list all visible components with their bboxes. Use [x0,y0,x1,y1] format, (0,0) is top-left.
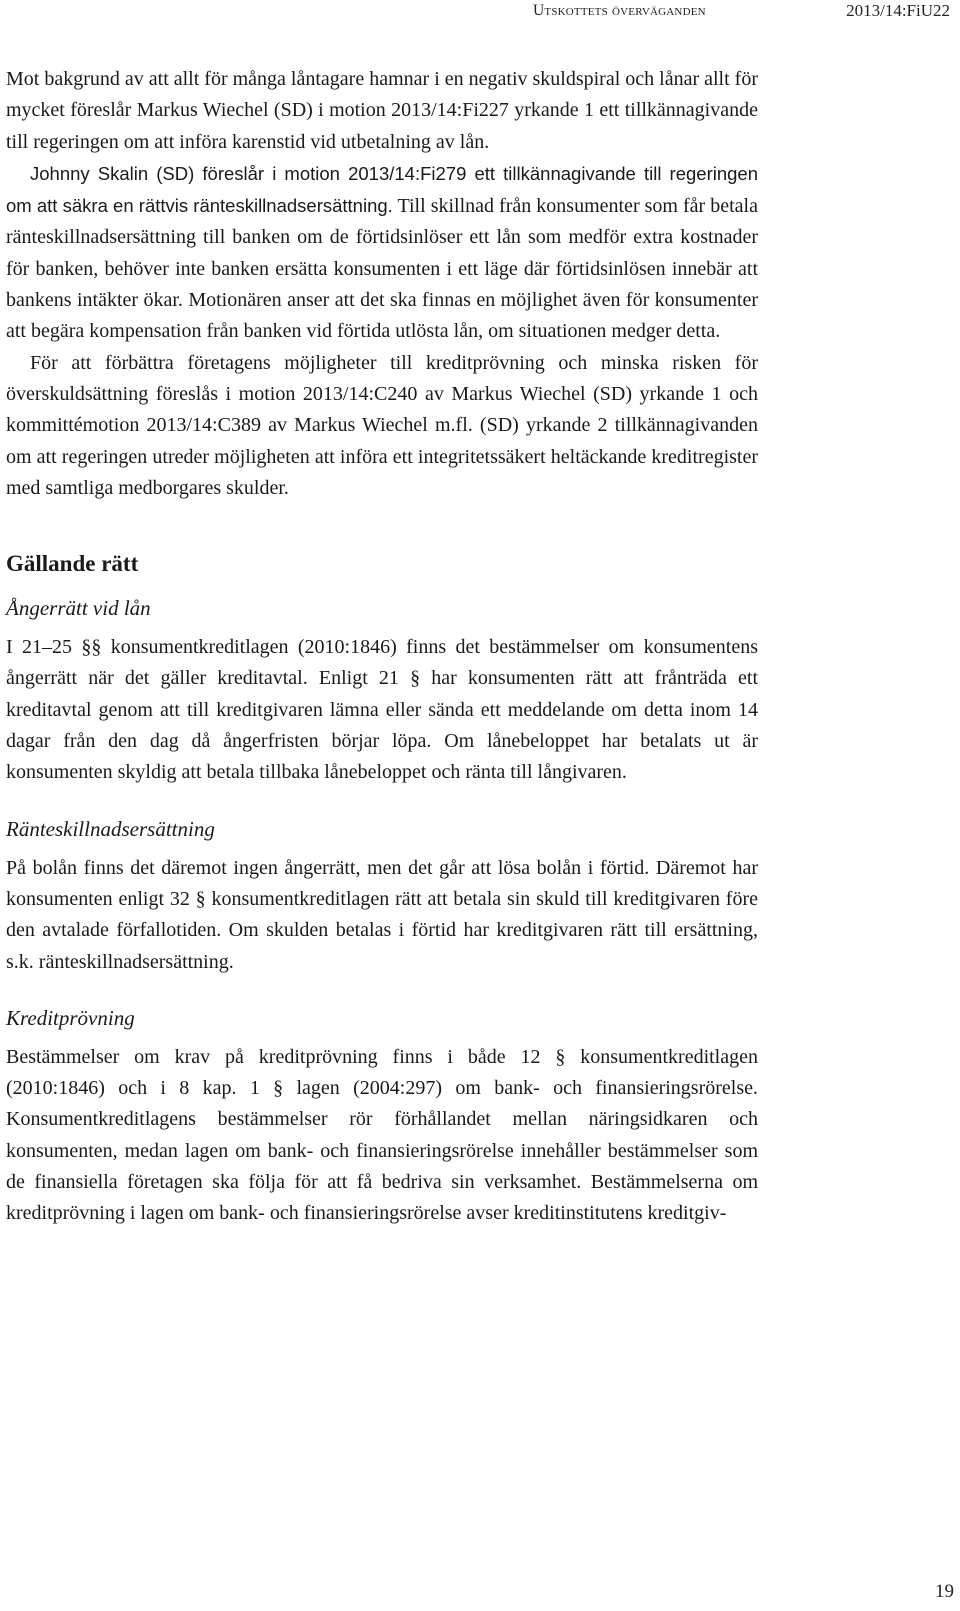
page-content [6,64,758,1230]
subheading-ranteskillnadsersattning: Ränteskillnadsersättning [6,816,215,841]
paragraph-continuation: Till skillnad från konsumenter som får betala ränteskillnadsersättning till banken om de förtidsinlöser ett lån som medför extra kostnader för banken, behöver inte banken ersätta konsumenten i ett läge där förtidsinlösen innebär att bankens intäkter ökar. Motionären anser att det ska finnas en möjlighet även för konsumenter att begära kompensation från banken vid förtida utlösta lån, om situationen medger detta. [6,195,758,343]
paragraph-kreditprovning: Bestämmelser om krav på kreditprövning finns i både 12 § konsumentkreditlagen (2010:1846) och i 8 kap. 1 § lagen (2004:297) om bank- och finansieringsrörelse. Konsumentkreditlagens bestämmelser rör förhållandet mellan näringsidkaren och konsumenten, medan lagen om bank- och finansieringsrörelse innehåller bestämmelser som de finansiella företagen ska följa för att få bedriva sin verksamhet. Bestämmelserna om kreditprövning i lagen om bank- och finansieringsrörelse avser kreditinstitutens kreditgiv- [6,1045,758,1225]
paragraph-lead-sentence: Johnny Skalin (SD) föreslår i motion 2013/14:Fi279 ett tillkännagivande till regeringen om att säkra en rättvis ränteskillnadsersättning. [6,162,758,217]
paragraph-ranteskillnadsersattning: På bolån finns det däremot ingen ångerrätt, men det går att lösa bolån i förtid. Däremot har konsumenten enligt 32 § konsumentkreditlagen rätt att betala sin skuld till kreditgivaren före den avtalade förfallotiden. Om skulden betalas i förtid har kreditgivaren rätt till ersättning, s.k. ränteskillnadsersättning. [6,856,758,973]
page-header [0,0,960,40]
section-heading: Gällande rätt [6,551,139,577]
subheading-kreditprovning: Kreditprövning [6,1005,135,1030]
paragraph-motion-kreditregister: För att förbättra företagens möjligheter till kreditprövning och minska risken för överskuldsättning föreslås i motion 2013/14:C240 av Markus Wiechel (SD) yrkande 1 och kommittémotion 2013/14:C389 av Markus Wiechel m.fl. (SD) yrkande 2 tillkännagivanden om att regeringen utreder möjligheten att införa ett integritetssäkert heltäckande kreditregister med samtliga medborgares skulder. [6,351,758,499]
running-section-title: Utskottets överväganden [533,2,706,19]
paragraph-motion-karenstid: Mot bakgrund av att allt för många låntagare hamnar i en negativ skuldspiral och lånar allt för mycket föreslår Markus Wiechel (SD) i motion 2013/14:Fi227 yrkande 1 ett tillkännagivande till regeringen om att införa karenstid vid utbetalning av lån. [6,68,758,153]
document-number: 2013/14:FiU22 [846,1,950,20]
paragraph-angerratt: I 21–25 §§ konsumentkreditlagen (2010:1846) finns det bestämmelser om konsumentens ångerrätt när det gäller kreditavtal. Enligt 21 § har konsumenten rätt att frånträda ett kreditavtal genom att till kreditgivaren lämna eller sända ett meddelande om detta inom 14 dagar från den dag då ångerfristen börjar löpa. Om lånebeloppet har betalats ut är konsumenten skyldig att betala tillbaka lånebeloppet och ränta till långivaren. [6,636,758,784]
paragraph-motion-ranteskillnad [6,158,758,348]
page-number: 19 [935,1581,954,1602]
subheading-angerratt: Ångerrätt vid lån [6,596,151,621]
